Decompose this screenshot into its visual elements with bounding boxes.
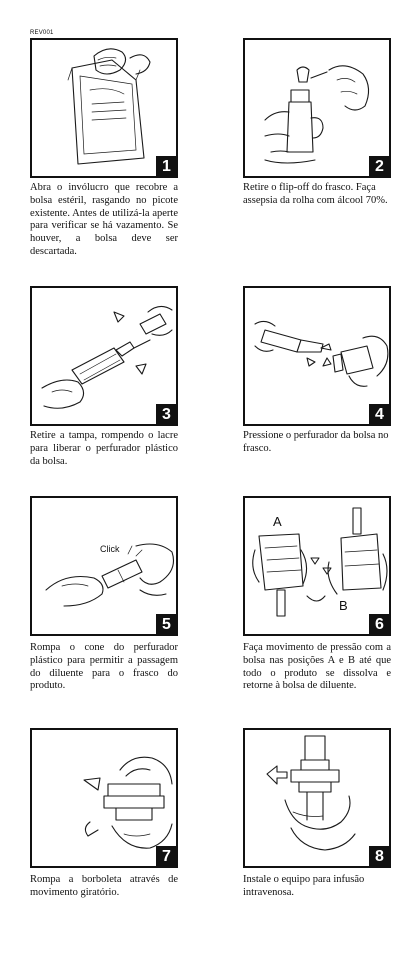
step-1-illustration (30, 38, 178, 178)
step-number: 6 (369, 614, 390, 635)
step-8-illustration (243, 728, 391, 868)
document-code: REV001 (30, 30, 54, 36)
step-number: 8 (369, 846, 390, 867)
step-7-illustration (30, 728, 178, 868)
step-number: 3 (156, 404, 177, 425)
step-6-illustration (243, 496, 391, 636)
step-8-caption: Instale o equipo para infusão intravenosa. (243, 874, 365, 898)
step-2-illustration (243, 38, 391, 178)
step-number: 1 (156, 156, 177, 177)
step-3-illustration (30, 286, 178, 426)
step-2-caption: Retire o flip-off do frasco. Faça assepsia da rolha com álcool 70%. (243, 182, 388, 206)
step-1-caption: Abra o invólucro que recobre a bolsa estéril, rasgando no picote existente. Antes de utilizá-la aperte para verificar se há vazamento. Se houver, a bolsa deve ser descartada. (30, 182, 178, 257)
step-5-illustration (30, 496, 178, 636)
step-6-caption: Faça movimento de pressão com a bolsa nas posições A e B até que todo o produto se dissolva e retorne à bolsa de diluente. (243, 642, 391, 692)
step-number: 2 (369, 156, 390, 177)
step-number: 7 (156, 846, 177, 867)
step-number: 4 (369, 404, 390, 425)
position-a-label: A (273, 514, 282, 529)
step-3-caption: Retire a tampa, rompendo o lacre para liberar o perfurador plástico da bolsa. (30, 430, 178, 467)
step-4-caption: Pressione o perfurador da bolsa no frasco. (243, 430, 389, 454)
position-b-label: B (339, 598, 348, 613)
step-4-illustration (243, 286, 391, 426)
step-5-caption: Rompa o cone do perfurador plástico para permitir a passagem do diluente para o frasco do produto. (30, 642, 178, 692)
step-7-caption: Rompa a borboleta através de movimento giratório. (30, 874, 178, 898)
step-number: 5 (156, 614, 177, 635)
click-label: Click (100, 544, 120, 554)
